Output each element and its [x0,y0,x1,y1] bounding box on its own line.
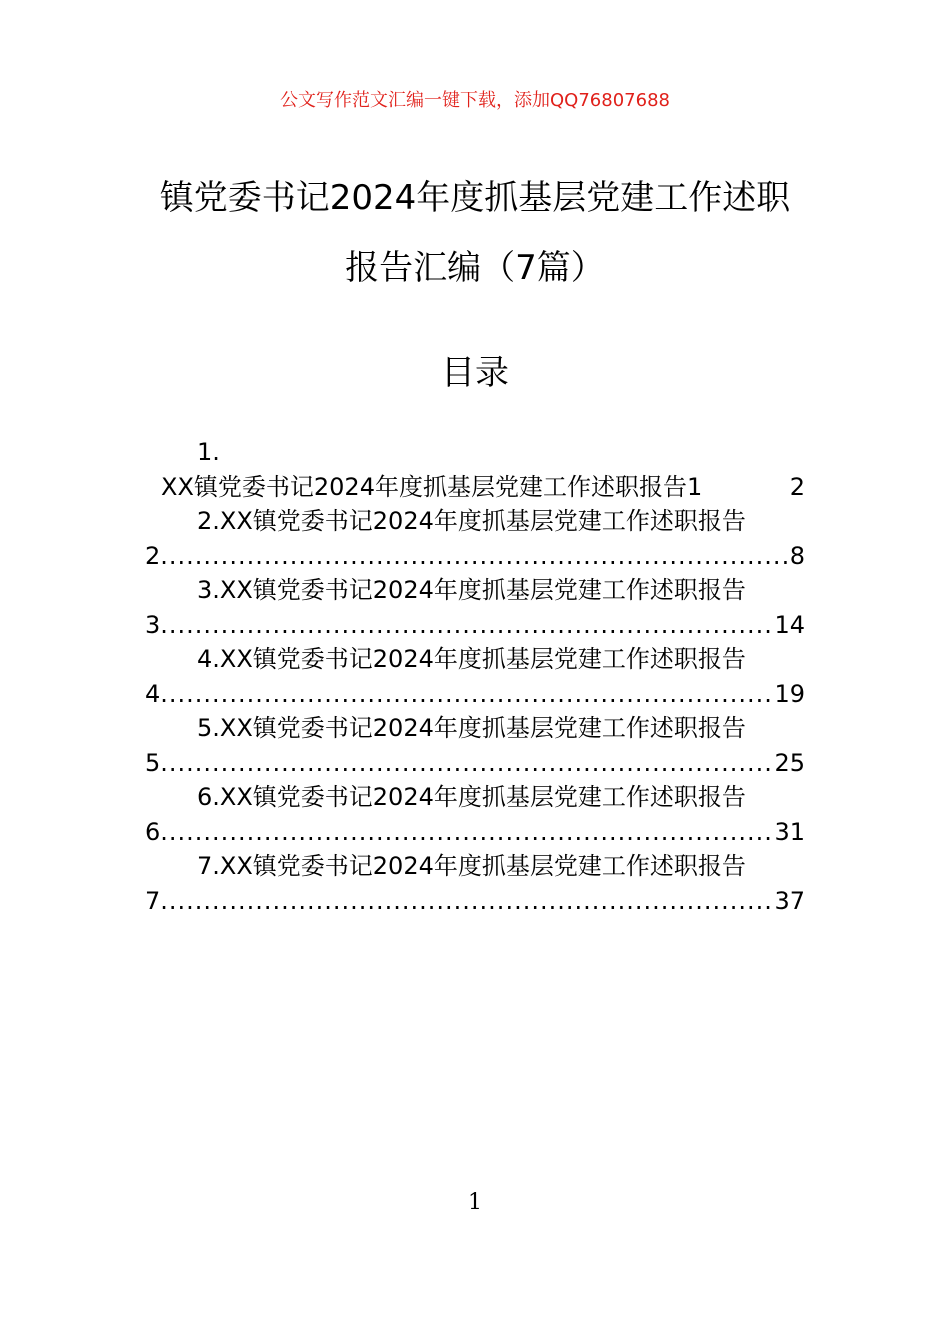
toc-entry-1-page: 2 [789,472,805,501]
toc-entry-6-suffix: 6 [145,817,161,846]
promo-banner: 公文写作范文汇编一键下载，添加QQ76807688 [280,90,670,111]
toc-entry-1-title[interactable]: XX镇党委书记2024年度抓基层党建工作述职报告1 [161,472,703,501]
toc-entry-6-page: 31 [774,817,805,846]
toc-entry-7-title[interactable]: 7.XX镇党委书记2024年度抓基层党建工作述职报告 [197,852,746,880]
toc-entry-5-title-line[interactable] [145,711,805,746]
toc-entry-2-leader-dots [160,539,789,574]
toc-entry-6-title[interactable]: 6.XX镇党委书记2024年度抓基层党建工作述职报告 [197,783,746,811]
toc-entry-7-suffix: 7 [145,886,161,915]
page-number: 1 [468,1190,482,1215]
toc-entry-5-page: 25 [774,748,805,777]
toc-entry-2-leader-line[interactable] [145,539,805,574]
toc-entry-5-leader-dots [160,746,774,781]
toc-entry-3-suffix: 3 [145,610,161,639]
toc-entry-3-page: 14 [774,610,805,639]
toc-entry-4-leader-line[interactable] [145,677,805,712]
toc-entry-1-number[interactable]: 1. [197,438,220,466]
table-of-contents [145,435,805,918]
toc-entry-4-title[interactable]: 4.XX镇党委书记2024年度抓基层党建工作述职报告 [197,645,746,673]
toc-entry-4-page: 19 [774,679,805,708]
toc-entry-6-leader-dots [160,815,774,850]
toc-entry-4-title-line[interactable] [145,642,805,677]
toc-entry-1[interactable] [145,470,805,505]
toc-entry-2-title-line[interactable] [145,504,805,539]
toc-entry-3-title-line[interactable] [145,573,805,608]
toc-entry-7-title-line[interactable] [145,849,805,884]
toc-entry-5-leader-line[interactable] [145,746,805,781]
document-title-line-2: 报告汇编（7篇） [345,248,605,288]
toc-entry-1-number-line [145,435,805,470]
toc-entry-6-leader-line[interactable] [145,815,805,850]
toc-entry-7-page: 37 [774,886,805,915]
toc-entry-7-leader-line[interactable] [145,884,805,919]
toc-entry-5-title[interactable]: 5.XX镇党委书记2024年度抓基层党建工作述职报告 [197,714,746,742]
toc-entry-4-suffix: 4 [145,679,161,708]
toc-entry-3-leader-dots [160,608,774,643]
document-title-line-1: 镇党委书记2024年度抓基层党建工作述职 [159,178,791,218]
toc-entry-4-leader-dots [160,677,774,712]
toc-heading: 目录 [441,353,509,393]
toc-entry-2-suffix: 2 [145,541,161,570]
toc-entry-3-title[interactable]: 3.XX镇党委书记2024年度抓基层党建工作述职报告 [197,576,746,604]
toc-entry-2-page: 8 [789,541,805,570]
toc-entry-2-title[interactable]: 2.XX镇党委书记2024年度抓基层党建工作述职报告 [197,507,746,535]
toc-entry-6-title-line[interactable] [145,780,805,815]
toc-entry-5-suffix: 5 [145,748,161,777]
toc-entry-3-leader-line[interactable] [145,608,805,643]
toc-entry-7-leader-dots [160,884,774,919]
